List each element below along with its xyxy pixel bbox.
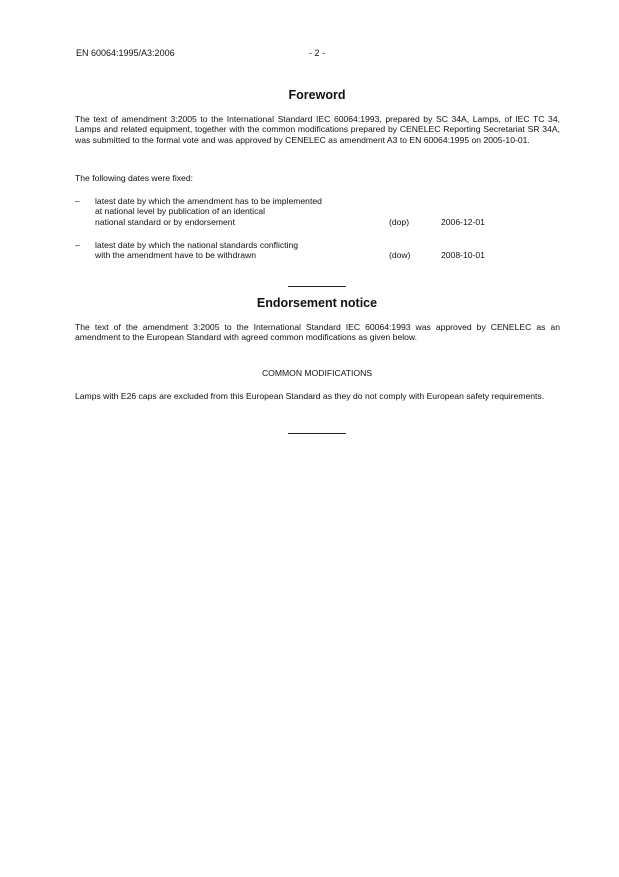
list-item-text (95, 240, 385, 261)
list-item-line: at national level by publication of an identical (95, 206, 266, 217)
endorsement-heading: Endorsement notice (256, 296, 378, 310)
foreword-intro-paragraph: The text of amendment 3:2005 to the International Standard IEC 60064:1993, prepared by SC 34A, Lamps, of IEC TC 34, Lamps and related equipment, together with the common modifications prepared by CENELEC Reporting Secretariat SR 34A, was submitted to the formal vote and was approved by CENELEC as amendment A3 to EN 60064:1995 on 2005-10-01. (75, 114, 560, 145)
header-document-id: EN 60064:1995/A3:2006 (76, 48, 175, 58)
list-item-line: latest date by which the amendment has to be implemented (95, 196, 322, 206)
list-item-line: national standard or by endorsement (95, 216, 235, 227)
list-dash: – (75, 240, 80, 250)
date-value-dop: 2006-12-01 (441, 216, 485, 227)
list-dash: – (75, 196, 80, 206)
date-code-dop: (dop) (389, 216, 410, 227)
end-divider (288, 433, 346, 434)
date-value-dow: 2008-10-01 (441, 250, 485, 261)
section-divider (288, 286, 346, 287)
list-item-line: latest date by which the national standards conflicting (95, 240, 299, 250)
list-item-line: with the amendment have to be withdrawn (95, 250, 256, 261)
common-modifications-heading: COMMON MODIFICATIONS (261, 368, 373, 378)
dates-intro: The following dates were fixed: (75, 173, 193, 183)
list-item (75, 240, 560, 280)
list-item-text (95, 196, 385, 227)
header-page-number: - 2 - (309, 48, 326, 58)
list-item (75, 196, 560, 236)
foreword-heading: Foreword (288, 88, 346, 102)
common-modifications-paragraph: Lamps with E26 caps are excluded from this European Standard as they do not comply with European safety requirements. (75, 391, 545, 401)
endorsement-paragraph: The text of the amendment 3:2005 to the International Standard IEC 60064:1993 was approved by CENELEC as an amendment to the European Standard with agreed common modifications as given below. (75, 322, 560, 343)
date-code-dow: (dow) (389, 250, 411, 261)
